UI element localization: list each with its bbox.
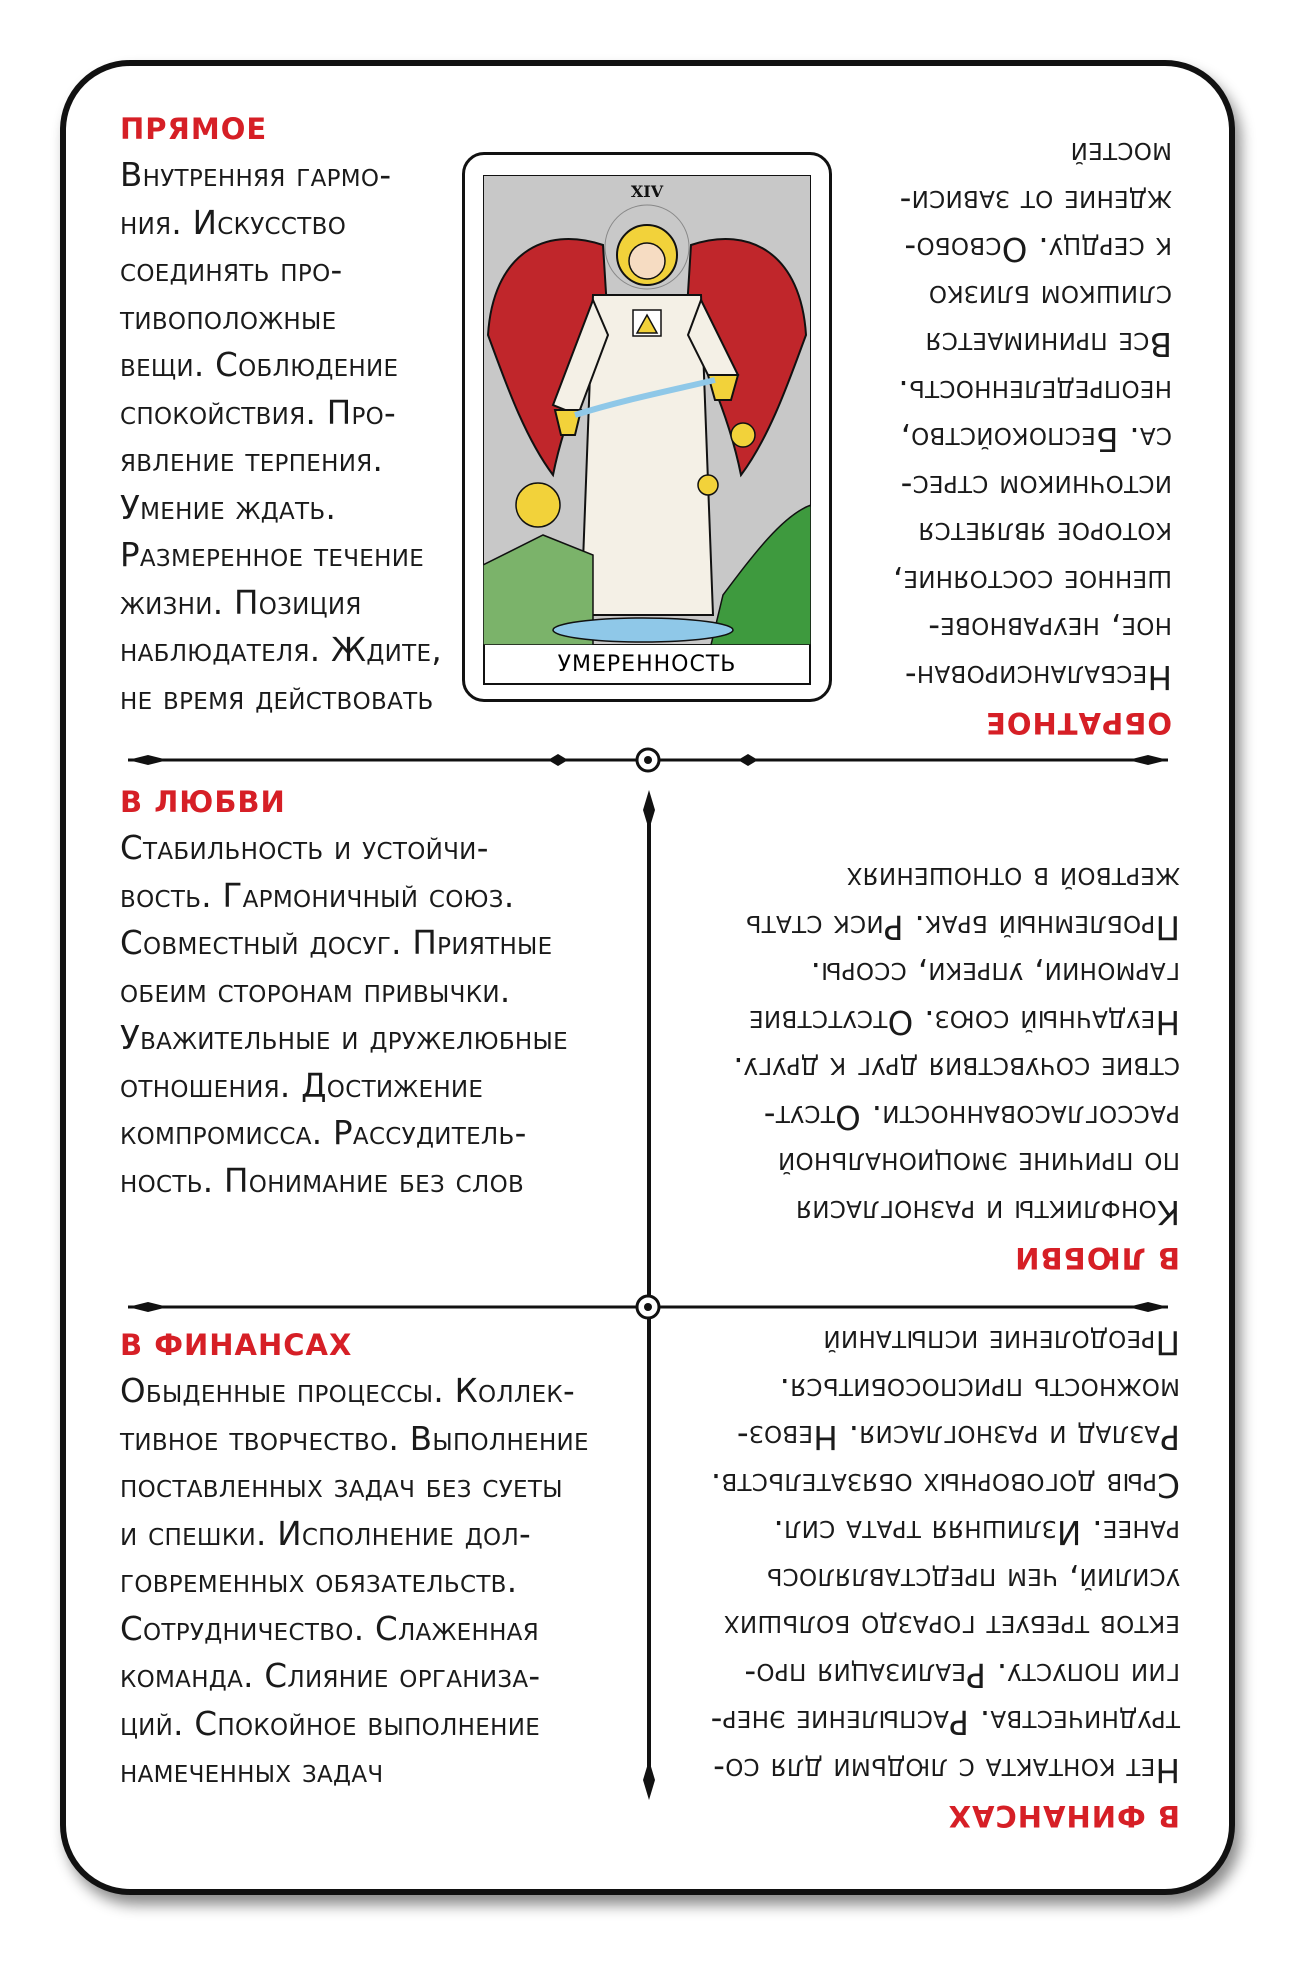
love-upright-heading: В ЛЮБВИ	[120, 785, 286, 819]
reversed-text: Несбалансирован- ное, неуравнове- шенное состояние, которое является источником стрес- са. Беспокойство, неопределенность. Все принимается слишком близко к сердцу. Освобо- ждение от зависи- мостей	[892, 135, 1172, 696]
divider-top	[118, 745, 1178, 775]
finance-upright-section	[120, 1328, 630, 1796]
reversed-heading: ОБРАТНОЕ	[985, 706, 1172, 740]
card-title: УМЕРЕННОСТЬ	[483, 645, 811, 685]
upright-heading: ПРЯМОЕ	[120, 112, 268, 146]
love-reversed-section	[660, 855, 1180, 1275]
upright-section	[120, 112, 460, 722]
finance-reversed-section	[660, 1318, 1180, 1833]
finance-upright-heading: В ФИНАНСАХ	[120, 1328, 353, 1362]
card-numeral: XIV	[630, 182, 664, 201]
finance-reversed-text: Нет контакта с людьми для со- трудничества. Распыление энер- гии попусту. Реализация про- ектов требует гораздо больших усилий, чем представлялось ранее. Излишняя трата сил. Срыв договорных обязательств. Разлад и разногласия. Невоз- можность приспособиться. Преодоление испытаний	[710, 1323, 1180, 1789]
love-upright-text: Стабильность и устойчи- вость. Гармоничный союз. Совместный досуг. Приятные обеим сторонам привычки. Уважительные и дружелюбные отношения. Достижение компромисса. Рассудитель- ность. Понимание без слов	[120, 829, 568, 1200]
finance-reversed-heading: В ФИНАНСАХ	[947, 1799, 1180, 1833]
love-upright-section	[120, 785, 630, 1205]
love-reversed-text: Конфликты и разногласия по причине эмоциональной рассогласованности. Отсут- ствие сочувствия друг к другу. Неудачный союз. Отсутствие гармонии, упреки, ссоры. Проблемный брак. Риск стать жертвой в отношениях	[732, 860, 1180, 1231]
temperance-illustration	[483, 175, 811, 645]
love-reversed-heading: В ЛЮБВИ	[1014, 1241, 1180, 1275]
upright-text: Внутренняя гармо- ния. Искусство соединять про- тивоположные вещи. Соблюдение спокойствия. Про- явление терпения. Умение ждать. Размеренное течение жизни. Позиция наблюдателя. Ждите, не время действовать	[120, 156, 442, 717]
finance-upright-text: Обыденные процессы. Коллек- тивное творчество. Выполнение поставленных задач без суеты и спешки. Исполнение дол- говременных обязательств. Сотрудничество. Слаженная команда. Слияние организа- ций. Спокойное выполнение намеченных задач	[120, 1372, 589, 1790]
tarot-card-image	[462, 152, 832, 702]
reversed-section	[862, 130, 1172, 740]
